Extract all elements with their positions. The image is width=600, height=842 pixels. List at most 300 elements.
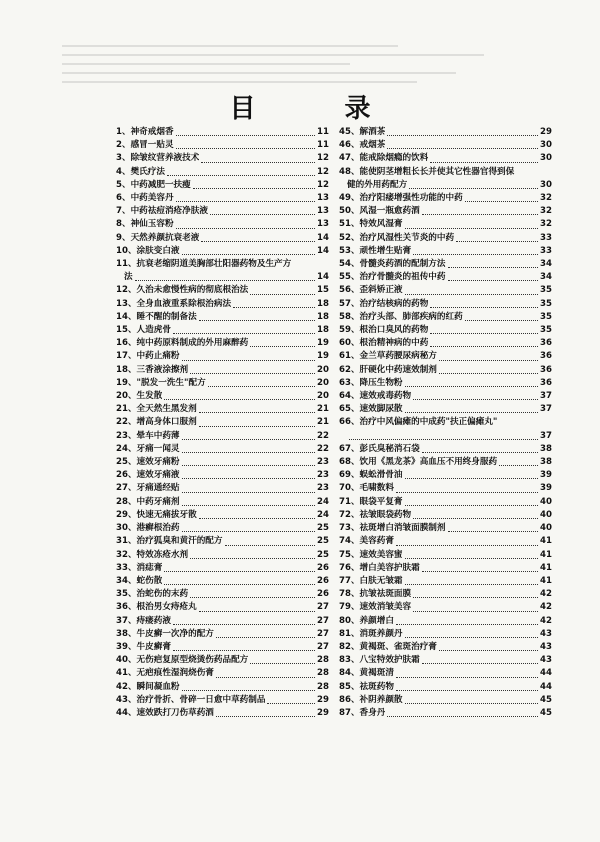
dot-leader (250, 346, 315, 347)
toc-entry-title: 27、牙痛通经贴 (116, 483, 180, 494)
toc-entry-title: 83、八宝特效护肤霜 (339, 655, 420, 666)
toc-entry-page: 43 (540, 628, 552, 639)
toc-entry-title: 31、治疗狐臭和黄汗的配方 (116, 536, 223, 547)
toc-entry (116, 245, 329, 258)
toc-entry-title: 45、解酒茶 (339, 127, 386, 137)
toc-entry-title: 47、能戒除烟瘾的饮料 (339, 153, 429, 164)
toc-entry (116, 298, 329, 311)
toc-entry-page: 26 (317, 562, 329, 573)
toc-entry (116, 152, 329, 165)
toc-entry-title: 8、神仙玉容粉 (116, 219, 174, 230)
toc-entry (339, 416, 552, 442)
toc-entry-title: 28、中药牙痛剂 (116, 496, 180, 507)
toc-entry-page: 29 (317, 707, 329, 718)
toc-entry-title: 66、治疗中风偏瘫的中成药"扶正偏瘫丸" (339, 417, 498, 428)
toc-entry-title: 18、三香液涂擦剂 (116, 364, 189, 375)
dot-leader (190, 558, 315, 559)
dot-leader (216, 677, 315, 678)
toc-entry (339, 641, 552, 654)
dot-leader (182, 360, 315, 361)
toc-entry-title: 46、戒烟茶 (339, 140, 386, 151)
dot-leader (201, 162, 315, 163)
toc-entry (339, 232, 552, 245)
toc-entry (116, 667, 329, 680)
toc-entry-title: 50、风湿一瓶愈药酒 (339, 206, 420, 217)
toc-entry-page: 30 (540, 140, 552, 151)
toc-entry (339, 364, 552, 377)
dot-leader (465, 320, 538, 321)
toc-entry-title: 78、抗皱祛斑面膜 (339, 589, 412, 600)
dot-leader (387, 716, 538, 717)
toc-entry-title: 55、治疗骨髓炎的祖传中药 (339, 272, 446, 283)
toc-entry (116, 192, 329, 205)
dot-leader (422, 452, 538, 453)
toc-entry-page: 26 (317, 575, 329, 586)
toc-entry (116, 562, 329, 575)
toc-entry-title: 39、牛皮癣膏 (116, 641, 171, 652)
toc-entry (339, 575, 552, 588)
toc-entry-page: 35 (540, 325, 552, 336)
dot-leader (182, 505, 315, 506)
toc-entry-page: 35 (540, 298, 552, 309)
toc-entry-page: 36 (540, 351, 552, 362)
toc-entry-title: 87、香身丹 (339, 707, 386, 718)
toc-entry-title: 85、祛斑药物 (339, 681, 394, 692)
toc-entry-page: 14 (317, 272, 329, 283)
toc-entry-page: 36 (540, 338, 552, 349)
toc-entry (116, 218, 329, 231)
table-of-contents (116, 126, 552, 720)
toc-entry (116, 535, 329, 548)
toc-entry-page: 18 (317, 311, 329, 322)
dot-leader (190, 373, 315, 374)
toc-entry-title: 13、全身血液重系除根治病法 (116, 298, 232, 309)
dot-leader (193, 188, 315, 189)
toc-entry (116, 179, 329, 192)
toc-entry (116, 575, 329, 588)
toc-entry-page: 40 (540, 523, 552, 534)
toc-entry (116, 258, 329, 284)
toc-entry (116, 416, 329, 429)
page-title: 目 录 (229, 94, 411, 124)
dot-leader (199, 611, 315, 612)
dot-leader (448, 531, 539, 532)
toc-entry (339, 152, 552, 165)
toc-entry (339, 218, 552, 231)
toc-entry-title: 71、眼袋平复膏 (339, 496, 403, 507)
toc-entry-title: 19、"脱发一洗生"配方 (116, 377, 206, 388)
toc-entry (116, 324, 329, 337)
dot-leader (405, 412, 538, 413)
toc-entry-title: 16、纯中药原料制成的外用麻醉药 (116, 338, 249, 349)
toc-entry (116, 694, 329, 707)
toc-entry-title: 23、晕车中药薄 (116, 430, 180, 441)
dot-leader (176, 135, 315, 136)
toc-entry (339, 284, 552, 297)
toc-entry-title: 69、蜈蚣滑骨油 (339, 470, 403, 481)
toc-entry (116, 311, 329, 324)
dot-leader (430, 333, 538, 334)
toc-entry-title: 67、彭氏臭秘消石袋 (339, 443, 420, 454)
toc-entry-page: 29 (540, 127, 552, 137)
toc-entry (339, 258, 552, 271)
toc-entry (116, 641, 329, 654)
toc-entry-page: 45 (540, 707, 552, 718)
toc-right-column (339, 126, 552, 720)
toc-entry-page: 19 (317, 338, 329, 349)
toc-entry-title: 59、根治口臭风的药物 (339, 325, 429, 336)
dot-leader (176, 148, 315, 149)
toc-entry-page: 11 (317, 140, 329, 151)
toc-entry (116, 496, 329, 509)
toc-entry (339, 126, 552, 139)
dot-leader (199, 412, 315, 413)
toc-entry (116, 284, 329, 297)
toc-entry-title: 61、金兰草药腰尿病秘方 (339, 351, 437, 362)
dot-leader (456, 241, 538, 242)
toc-entry-page: 42 (540, 589, 552, 600)
dot-leader (182, 439, 315, 440)
toc-entry (339, 469, 552, 482)
toc-entry-title: 3、除皱纹营养液技术 (116, 153, 200, 164)
toc-entry-title: 57、治疗结核病的药物 (339, 298, 429, 309)
toc-entry-title: 33、消痣膏 (116, 562, 163, 573)
toc-entry-page: 44 (540, 668, 552, 679)
dot-leader (396, 624, 538, 625)
toc-entry-title: 22、增高身体口服剂 (116, 417, 197, 428)
toc-entry (116, 377, 329, 390)
toc-entry (339, 562, 552, 575)
toc-entry-title: 1、神奇戒烟香 (116, 127, 174, 137)
toc-entry (339, 628, 552, 641)
toc-entry (116, 654, 329, 667)
toc-entry-page: 23 (317, 457, 329, 468)
toc-entry-title: 35、治蛇伤的末药 (116, 589, 189, 600)
toc-entry-page: 26 (317, 589, 329, 600)
toc-entry (339, 707, 552, 720)
dot-leader (176, 201, 315, 202)
toc-entry-page: 14 (317, 232, 329, 243)
toc-entry (116, 707, 329, 720)
toc-entry-title: 21、全天然生黑发剂 (116, 404, 197, 415)
dot-leader (405, 228, 538, 229)
toc-entry (339, 681, 552, 694)
toc-entry (339, 549, 552, 562)
toc-entry-title: 70、毛啸数料 (339, 483, 394, 494)
toc-entry-title: 48、能使阴茎增粗长长并使其它性器官得到保 (339, 166, 515, 177)
toc-entry-page: 40 (540, 496, 552, 507)
toc-entry-page: 40 (540, 509, 552, 520)
toc-entry-title: 7、中药祛痘消疮净肤液 (116, 206, 208, 217)
dot-leader (208, 386, 315, 387)
toc-entry-page: 15 (317, 285, 329, 296)
dot-leader (413, 518, 538, 519)
dot-leader (387, 148, 538, 149)
dot-leader (190, 597, 315, 598)
dot-leader (250, 663, 315, 664)
toc-entry-title: 58、治疗头部、肺部疾病的红药 (339, 311, 463, 322)
toc-entry-page: 27 (317, 628, 329, 639)
toc-entry-title: 36、根治男女痔疮丸 (116, 602, 197, 613)
dot-leader (413, 597, 538, 598)
toc-entry (339, 271, 552, 284)
dot-leader (225, 545, 316, 546)
toc-entry-title: 72、祛皱眼袋药物 (339, 509, 412, 520)
toc-entry (339, 205, 552, 218)
toc-entry (116, 430, 329, 443)
toc-entry (116, 549, 329, 562)
dot-leader (182, 478, 315, 479)
toc-entry (116, 205, 329, 218)
toc-entry-page: 27 (317, 602, 329, 613)
dot-leader (164, 584, 315, 585)
dot-leader (422, 214, 538, 215)
toc-entry-title: 6、中药美容丹 (116, 193, 174, 204)
toc-entry-title: 76、增白美容护肤霜 (339, 562, 420, 573)
toc-entry-title: 24、牙痛一闻灵 (116, 443, 180, 454)
toc-entry-page: 37 (540, 404, 552, 415)
dot-leader (499, 465, 538, 466)
toc-entry-title: 60、根治精神病的中药 (339, 338, 429, 349)
dot-leader (439, 373, 538, 374)
toc-entry-title: 44、速效跌打刀伤草药酒 (116, 707, 214, 718)
toc-entry-page: 23 (317, 483, 329, 494)
toc-entry-title: 37、痔瘘药液 (116, 615, 171, 626)
dot-leader (199, 426, 315, 427)
toc-entry (116, 615, 329, 628)
dot-leader (167, 175, 315, 176)
toc-entry (339, 588, 552, 601)
toc-entry-page: 38 (540, 443, 552, 454)
toc-entry-page: 42 (540, 602, 552, 613)
toc-entry-title: 49、治疗阳痿增强性功能的中药 (339, 193, 463, 204)
dot-leader (422, 571, 538, 572)
toc-entry-page: 28 (317, 668, 329, 679)
toc-entry-title: 40、无伤疤复原型烧烫伤药品配方 (116, 655, 249, 666)
dot-leader (135, 280, 315, 281)
toc-entry-title: 32、特效冻疮水剂 (116, 549, 189, 560)
toc-entry (116, 469, 329, 482)
toc-entry-title: 74、美容药膏 (339, 536, 394, 547)
toc-entry (339, 166, 552, 192)
toc-entry-page: 22 (317, 430, 329, 441)
toc-entry-page: 25 (317, 549, 329, 560)
dot-leader (216, 716, 315, 717)
toc-entry-page: 13 (317, 193, 329, 204)
toc-entry-title: 15、人造虎骨 (116, 325, 171, 336)
toc-entry-page: 38 (540, 457, 552, 468)
toc-entry-page: 45 (540, 694, 552, 705)
toc-entry-page: 18 (317, 325, 329, 336)
dot-leader (405, 703, 538, 704)
dot-leader (164, 571, 315, 572)
toc-entry (339, 667, 552, 680)
dot-leader (182, 531, 315, 532)
toc-entry (116, 456, 329, 469)
toc-entry-page: 21 (317, 417, 329, 428)
toc-entry-page: 12 (317, 166, 329, 177)
toc-entry-page: 27 (317, 641, 329, 652)
toc-entry-page: 32 (540, 206, 552, 217)
dot-leader (387, 135, 538, 136)
toc-entry (116, 588, 329, 601)
toc-entry-title: 41、无疤痕性湿润烧伤膏 (116, 668, 214, 679)
dot-leader (430, 307, 538, 308)
toc-entry (116, 337, 329, 350)
toc-entry-page: 33 (540, 232, 552, 243)
toc-entry-title: 12、久治未愈慢性病的彻底根治法 (116, 285, 249, 296)
toc-entry-page: 39 (540, 470, 552, 481)
toc-entry-page: 30 (540, 153, 552, 164)
dot-leader (349, 439, 538, 440)
toc-entry-page: 28 (317, 681, 329, 692)
toc-entry-page: 43 (540, 641, 552, 652)
toc-entry-continuation: 健的外用药配方 (347, 179, 408, 190)
dot-leader (267, 703, 315, 704)
toc-entry (339, 456, 552, 469)
toc-entry-page: 41 (540, 549, 552, 560)
toc-entry (339, 694, 552, 707)
toc-entry-title: 51、特效风湿膏 (339, 219, 403, 230)
toc-entry (339, 298, 552, 311)
toc-entry (339, 403, 552, 416)
toc-entry-title: 26、速效牙痛液 (116, 470, 180, 481)
toc-entry-page: 23 (317, 470, 329, 481)
dot-leader (250, 294, 315, 295)
toc-entry-page: 33 (540, 245, 552, 256)
toc-entry-title: 68、饮用《黑龙茶》高血压不用终身服药 (339, 457, 498, 468)
toc-entry (116, 364, 329, 377)
dot-leader (405, 558, 538, 559)
toc-entry-page: 36 (540, 364, 552, 375)
dot-leader (430, 162, 538, 163)
toc-entry (339, 496, 552, 509)
toc-entry (116, 390, 329, 403)
toc-entry-title: 75、速效美容蜜 (339, 549, 403, 560)
dot-leader (405, 584, 538, 585)
toc-entry-page: 20 (317, 377, 329, 388)
toc-entry (339, 482, 552, 495)
dot-leader (448, 267, 539, 268)
dot-leader (182, 254, 315, 255)
toc-entry-title: 10、涂肤变白液 (116, 245, 180, 256)
dot-leader (448, 280, 539, 281)
toc-entry-title: 54、骨髓炎药酒的配制方法 (339, 259, 446, 270)
toc-entry-page: 13 (317, 219, 329, 230)
toc-entry-title: 42、瞬间凝血粉 (116, 681, 180, 692)
toc-entry-page: 11 (317, 127, 329, 137)
toc-entry (116, 681, 329, 694)
toc-entry-page: 39 (540, 483, 552, 494)
toc-entry-title: 62、肝硬化中药速效制剂 (339, 364, 437, 375)
toc-entry (339, 509, 552, 522)
toc-entry (339, 377, 552, 390)
toc-entry-title: 2、感冒一贴灵 (116, 140, 174, 151)
toc-entry-title: 73、祛斑增白消皱面膜制剂 (339, 523, 446, 534)
toc-entry-page: 29 (317, 694, 329, 705)
dot-leader (405, 505, 538, 506)
toc-entry-title: 20、生发散 (116, 391, 163, 402)
dot-leader (405, 637, 538, 638)
toc-entry-title: 82、黄褐斑、雀斑治疗膏 (339, 641, 437, 652)
toc-entry-title: 43、治疗骨折、骨碎一日愈中草药制品 (116, 694, 266, 705)
dot-leader (396, 545, 538, 546)
toc-entry-page: 44 (540, 681, 552, 692)
dot-leader (413, 611, 538, 612)
toc-left-column (116, 126, 329, 720)
toc-entry-title: 65、速效脚尿散 (339, 404, 403, 415)
toc-entry (339, 390, 552, 403)
toc-entry-title: 34、蛇伤散 (116, 575, 163, 586)
dot-leader (182, 492, 315, 493)
toc-entry-page: 19 (317, 351, 329, 362)
dot-leader (182, 465, 315, 466)
dot-leader (439, 360, 538, 361)
toc-entry-page: 27 (317, 615, 329, 626)
dot-leader (396, 677, 538, 678)
toc-entry-title: 79、速效消皱美容 (339, 602, 412, 613)
toc-entry-page: 25 (317, 523, 329, 534)
toc-entry (116, 522, 329, 535)
toc-entry-title: 29、快速无痛拔牙散 (116, 509, 197, 520)
dot-leader (199, 320, 315, 321)
toc-entry-title: 17、中药止痛粉 (116, 351, 180, 362)
toc-entry (116, 139, 329, 152)
toc-entry-title: 63、降压生物粉 (339, 377, 403, 388)
toc-entry (339, 311, 552, 324)
toc-entry-title: 52、治疗风湿性关节炎的中药 (339, 232, 455, 243)
toc-entry-page: 20 (317, 391, 329, 402)
toc-entry-title: 77、白肤无皱霜 (339, 575, 403, 586)
dot-leader (173, 650, 315, 651)
toc-entry (339, 337, 552, 350)
dot-leader (233, 307, 315, 308)
toc-entry (339, 615, 552, 628)
toc-entry-title: 86、补阴养颜散 (339, 694, 403, 705)
toc-entry-page: 30 (540, 179, 552, 190)
dot-leader (439, 650, 538, 651)
toc-entry-title: 4、樊氏疗法 (116, 166, 165, 177)
dot-leader (413, 399, 538, 400)
toc-entry-page: 34 (540, 272, 552, 283)
toc-entry-page: 41 (540, 575, 552, 586)
toc-entry-title: 53、顽性增生贴膏 (339, 245, 412, 256)
toc-entry-page: 25 (317, 536, 329, 547)
dot-leader (173, 333, 315, 334)
toc-entry-page: 34 (540, 259, 552, 270)
dot-leader (182, 690, 315, 691)
toc-entry-title: 25、速效牙痛粉 (116, 457, 180, 468)
dot-leader (216, 637, 315, 638)
toc-entry (339, 654, 552, 667)
toc-entry (116, 126, 329, 139)
dot-leader (405, 294, 538, 295)
toc-entry-page: 13 (317, 206, 329, 217)
dot-leader (201, 241, 315, 242)
toc-entry-page: 35 (540, 311, 552, 322)
dot-leader (413, 254, 538, 255)
toc-entry-title: 84、黄褐斑清 (339, 668, 394, 679)
dot-leader (210, 214, 315, 215)
dot-leader (182, 452, 315, 453)
toc-entry (116, 403, 329, 416)
toc-entry-page: 20 (317, 364, 329, 375)
toc-entry (116, 232, 329, 245)
toc-entry-page: 32 (540, 193, 552, 204)
toc-entry-page: 21 (317, 404, 329, 415)
toc-entry-page: 42 (540, 615, 552, 626)
toc-entry-title: 56、歪斜矫正液 (339, 285, 403, 296)
